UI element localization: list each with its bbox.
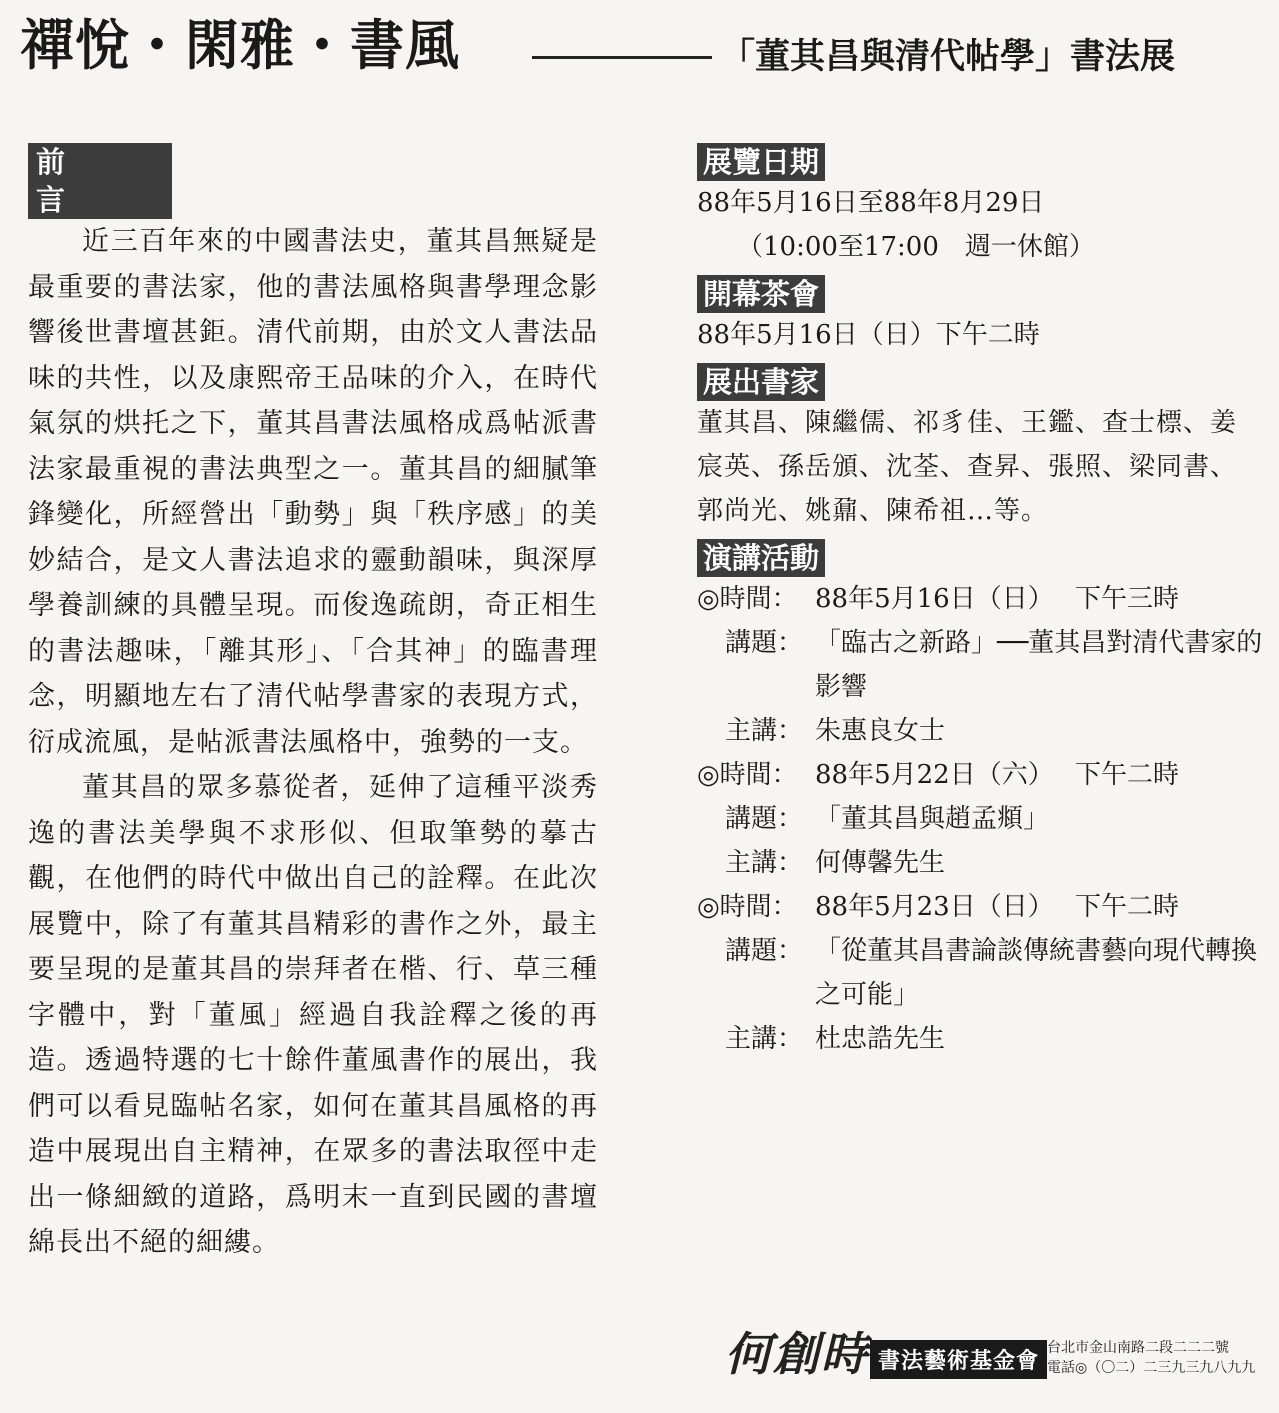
title-dash-divider: [532, 56, 712, 59]
talks-label: 演講活動: [697, 539, 825, 577]
tea-label: 開幕茶會: [697, 275, 825, 313]
talk-topic-key: 講題：: [725, 628, 804, 658]
footer-address: 台北市金山南路二段二二二號: [1047, 1340, 1229, 1356]
talk-item: [697, 885, 1267, 1061]
footer: [725, 1318, 1265, 1398]
talk-speaker: 朱惠良女士: [815, 716, 946, 746]
talk-time: 88年5月23日（日） 下午二時: [815, 892, 1179, 922]
talk-topic-key: 講題：: [725, 936, 804, 966]
talk-item: [697, 577, 1267, 753]
dates-section: [697, 143, 1267, 269]
preface-section: [28, 143, 598, 1266]
talk-topic: 「從董其昌書論談傳統書藝向現代轉換之可能」: [815, 936, 1258, 1010]
footer-contact: [1047, 1338, 1255, 1378]
dates-hours: （10:00至17:00 週一休館）: [737, 232, 1095, 262]
artists-label: 展出書家: [697, 363, 825, 401]
preface-paragraph-1: 近三百年來的中國書法史，董其昌無疑是最重要的書法家，他的書法風格與書學理念影響後世書壇甚鉅。清代前期，由於文人書法品味的共性，以及康熙帝王品味的介入，在時代氣氛的烘托之下，董其昌書法風格成爲帖派書法家最重視的書法典型之一。董其昌的細膩筆鋒變化，所經營出「動勢」與「秩序感」的美妙結合，是文人書法追求的靈動韻味，與深厚學養訓練的具體呈現。而俊逸疏朗，奇正相生的書法趣味，「離其形」、「合其神」的臨書理念，明顯地左右了清代帖學書家的表現方式，衍成流風，是帖派書法風格中，強勢的一支。: [28, 226, 598, 758]
talk-speaker: 杜忠誥先生: [815, 1024, 946, 1054]
preface-label: 前言: [28, 143, 172, 219]
signature-logo: 何創時: [725, 1327, 869, 1381]
talks-section: [697, 539, 1267, 1061]
footer-phone: 電話◎（〇二）二三九三九八九九: [1047, 1360, 1256, 1376]
talk-time-key: ◎時間：: [697, 584, 798, 614]
page-header: [20, 12, 1260, 92]
artists-list: 董其昌、陳繼儒、祁豸佳、王鑑、查士標、姜宸英、孫岳頒、沈荃、查昇、張照、梁同書、郭尚光、姚鼐、陳希祖…等。: [697, 408, 1238, 526]
talk-time: 88年5月22日（六） 下午二時: [815, 760, 1179, 790]
preface-paragraph-2: 董其昌的眾多慕從者，延伸了這種平淡秀逸的書法美學與不求形似、但取筆勢的摹古觀，在他們的時代中做出自己的詮釋。在此次展覽中，除了有董其昌精彩的書作之外，最主要呈現的是董其昌的崇拜者在楷、行、草三種字體中，對「董風」經過自我詮釋之後的再造。透過特選的七十餘件董風書作的展出，我們可以看見臨帖名家，如何在董其昌風格的再造中展現出自主精神，在眾多的書法取徑中走出一條細緻的道路，爲明末一直到民國的書壇綿長出不絕的細縷。: [28, 772, 598, 1258]
talk-time-key: ◎時間：: [697, 760, 798, 790]
talk-speaker-key: 主講：: [725, 1024, 804, 1054]
talk-item: [697, 753, 1267, 885]
page-title: 禪悅・閑雅・書風: [20, 14, 460, 77]
info-column: [697, 143, 1267, 1067]
talk-speaker-key: 主講：: [725, 848, 804, 878]
artists-section: [697, 363, 1267, 533]
tea-section: [697, 275, 1267, 357]
dates-range: 88年5月16日至88年8月29日: [697, 188, 1045, 218]
talk-speaker-key: 主講：: [725, 716, 804, 746]
talk-topic: 「董其昌與趙孟頫」: [815, 804, 1050, 834]
dates-label: 展覽日期: [697, 143, 825, 181]
page-subtitle: 「董其昌與清代帖學」書法展: [720, 37, 1176, 77]
talk-topic: 「臨古之新路」──董其昌對清代書家的影響: [815, 628, 1263, 702]
talk-time-key: ◎時間：: [697, 892, 798, 922]
foundation-name: 書法藝術基金會: [870, 1340, 1047, 1379]
talk-speaker: 何傳馨先生: [815, 848, 946, 878]
talk-time: 88年5月16日（日） 下午三時: [815, 584, 1179, 614]
talk-topic-key: 講題：: [725, 804, 804, 834]
tea-time: 88年5月16日（日）下午二時: [697, 320, 1040, 350]
